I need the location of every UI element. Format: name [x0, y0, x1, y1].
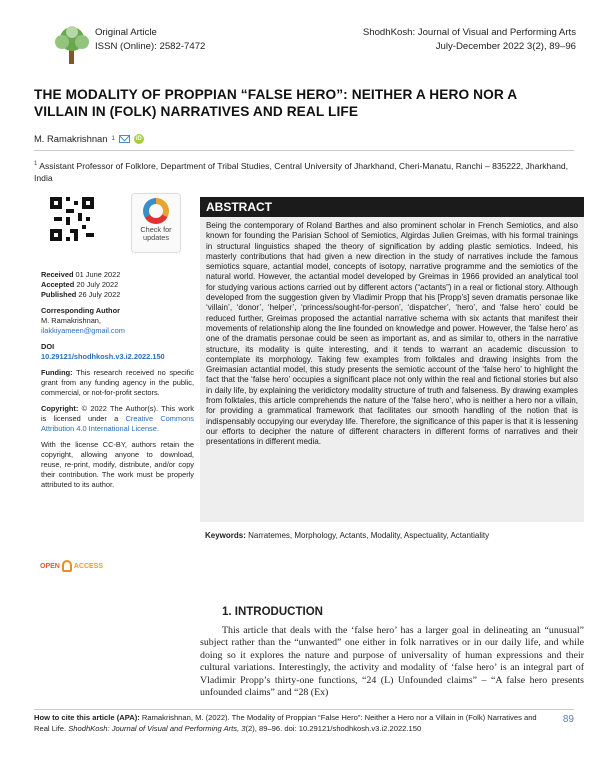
- affiliation: [34, 158, 574, 184]
- tree-logo-icon: [45, 24, 100, 66]
- divider: [34, 150, 574, 151]
- access-label: ACCESS: [73, 562, 104, 570]
- received-date: 01 June 2022: [75, 270, 121, 279]
- copyright-statement: [41, 404, 194, 434]
- intro-heading: 1. INTRODUCTION: [222, 606, 323, 618]
- funding-label: Funding:: [41, 368, 73, 377]
- corresponding-name: M. Ramakrishnan,: [41, 316, 101, 325]
- qr-code-icon: [50, 197, 94, 241]
- doi-link[interactable]: 10.29121/shodhkosh.v3.i2.2022.150: [41, 352, 165, 361]
- article-info: [41, 270, 194, 496]
- copyright-text: © 2022 The Author(s). This work is licensed under a: [41, 404, 194, 423]
- abstract-text: Being the contemporary of Roland Barthes and also prominent scholar in French Semiotics, and also known for founding the Parisian School of Semiotics, Algirdas Julien Greimas, with his formal trainings in structural linguistics shaped the theory of signification by adding plastic semiotics. Indeed, his masterly contributions that had given a new direction in the study of narratives include the famous semiotics square, actantial model, concepts of isotopy, narrative programme and the semiotics of the natural world. However, the actantial model developed by Greimas in 1966 provided an analytical tool for studying various actions carried out by different actors (“actants”) in a real or fictional story. Although developed from the suggestion given by Vladimir Propp that his [Propp’s] seven dramatis personae like ‘villain’, ‘donor’, ‘helper’, ‘princess/sought-for-person’, ‘dispatcher’, ‘hero’, and ‘false hero’ could be reduced further, Greimas proposed the actantial narrative schema with six actants that manifest their movements of relationship along the line founded on knowledge and power. However, the ‘false hero’ as one of the dramatis personae could be seen as important as, and as similar to, others in the narrative structure, its modality is quite interesting, and it tends to warrant an academic discussion to contemplate its morphology. Taking few examples from folktales and drawing insights from the Greimasian actantial model, this study presents the semiotic account of the ‘false hero’ to highlight the fact that the ‘false hero’ occupies a significant place not only within the real and fictional stories but also in daily life, by explaining the veridictory modality structure of truth and falseness. By drawing examples from folktales, this article comprehends the nature of the ‘false hero’, who is neither a hero nor a villain, for providing a grammatical framework that facilitates our smooth handling of the notion that is indispensably occupying our everyday life. Therefore, the significance of this paper is that it is lessening our efforts to decipher the nature of different characters in different forms of narratives and their presentations in different media.: [206, 221, 578, 447]
- funding-text: This research received no specific grant from any funding agency in the public, commercial, or not-for-profit sectors.: [41, 368, 194, 397]
- doi-label: DOI: [41, 342, 55, 351]
- article-type: Original Article: [95, 27, 157, 38]
- corresponding-author: [41, 306, 194, 336]
- issn: ISSN (Online): 2582-7472: [95, 41, 206, 52]
- citation-journal: ShodhKosh: Journal of Visual and Performing Arts, 3: [68, 723, 246, 733]
- journal-logo: [45, 24, 100, 66]
- open-lock-icon: [62, 560, 72, 572]
- keywords: [205, 531, 585, 541]
- page-number: 89: [562, 714, 574, 725]
- affiliation-text: Assistant Professor of Folklore, Department of Tribal Studies, Central University of Jharkhand, Cheri-Manatu, Ranchi – 835222, Jharkhand, India: [34, 160, 569, 183]
- affiliation-sup: 1: [34, 161, 38, 167]
- journal-name: ShodhKosh: Journal of Visual and Performing Arts: [362, 27, 576, 38]
- abstract-box: [200, 197, 584, 522]
- dates: [41, 270, 194, 300]
- intro-paragraph: [200, 625, 584, 699]
- citation-text: Ramakrishnan, M. (2022). The Modality of Proppian “False Hero”: Neither a Hero nor a Villain in (Folk) Narratives and Real Life.: [34, 713, 537, 733]
- open-access-logo: [40, 560, 103, 572]
- open-label: OPEN: [40, 562, 60, 570]
- corresponding-email[interactable]: ilakkiyameen@gmail.com: [41, 326, 125, 335]
- citation-pages: (2), 89–96. doi:: [245, 723, 297, 733]
- intro-text: This article that deals with the ‘false hero’ has a larger goal in delineating an “unusual” subject rather than the “unwanted” one either in folk narratives or in our daily life, and while doing so it explores the nature and purpose of universality of human expressions and their cultural variations. Interestingly, the activity and modality of ‘false hero’ is an integral part of Vladimir Propp’s thirty-one functions, “24 (L) Unfounded claims” – “A false hero presents unfounded claims” and “28 (Ex): [200, 625, 584, 699]
- license-link[interactable]: Creative Commons Attribution 4.0 International License.: [41, 414, 194, 433]
- orcid-icon[interactable]: iD: [135, 135, 142, 142]
- abstract-heading: ABSTRACT: [200, 197, 584, 217]
- funding-statement: [41, 368, 194, 398]
- keywords-text: Narratemes, Morphology, Actants, Modality, Aspectuality, Actantiality: [248, 531, 490, 540]
- paper-title: THE MODALITY OF PROPPIAN “FALSE HERO”: NEITHER A HERO NOR A VILLAIN IN (FOLK) NARRATIVES AND REAL LIFE: [34, 87, 517, 119]
- published-label: Published: [41, 290, 77, 299]
- check-for-label: Check for: [140, 225, 172, 234]
- journal-issue: July-December 2022 3(2), 89–96: [435, 41, 576, 52]
- check-updates-icon: [143, 198, 169, 224]
- keywords-label: Keywords:: [205, 531, 246, 540]
- header-right: [363, 26, 576, 54]
- citation-footer: [34, 713, 554, 734]
- copyright-label: Copyright:: [41, 404, 79, 413]
- author-name: M. Ramakrishnan: [34, 133, 108, 144]
- footer-divider: [34, 709, 574, 710]
- check-for-updates-button[interactable]: [131, 193, 181, 253]
- corresponding-label: Corresponding Author: [41, 306, 120, 315]
- doi-section: [41, 342, 194, 362]
- author-row: [34, 133, 144, 144]
- citation-label: How to cite this article (APA):: [34, 713, 140, 722]
- citation-doi[interactable]: 10.29121/shodhkosh.v3.i2.2022.150: [298, 723, 422, 733]
- email-icon[interactable]: [119, 135, 130, 143]
- updates-label: updates: [143, 233, 169, 242]
- license-text: With the license CC-BY, authors retain the copyright, allowing anyone to download, reuse, re-print, modify, distribute, and/or copy their contribution. The work must be properly attributed to its author.: [41, 440, 194, 489]
- accepted-date: 20 July 2022: [76, 280, 119, 289]
- received-label: Received: [41, 270, 74, 279]
- accepted-label: Accepted: [41, 280, 75, 289]
- author-sup: 1: [111, 135, 115, 142]
- header-left: [95, 26, 205, 54]
- published-date: 26 July 2022: [78, 290, 121, 299]
